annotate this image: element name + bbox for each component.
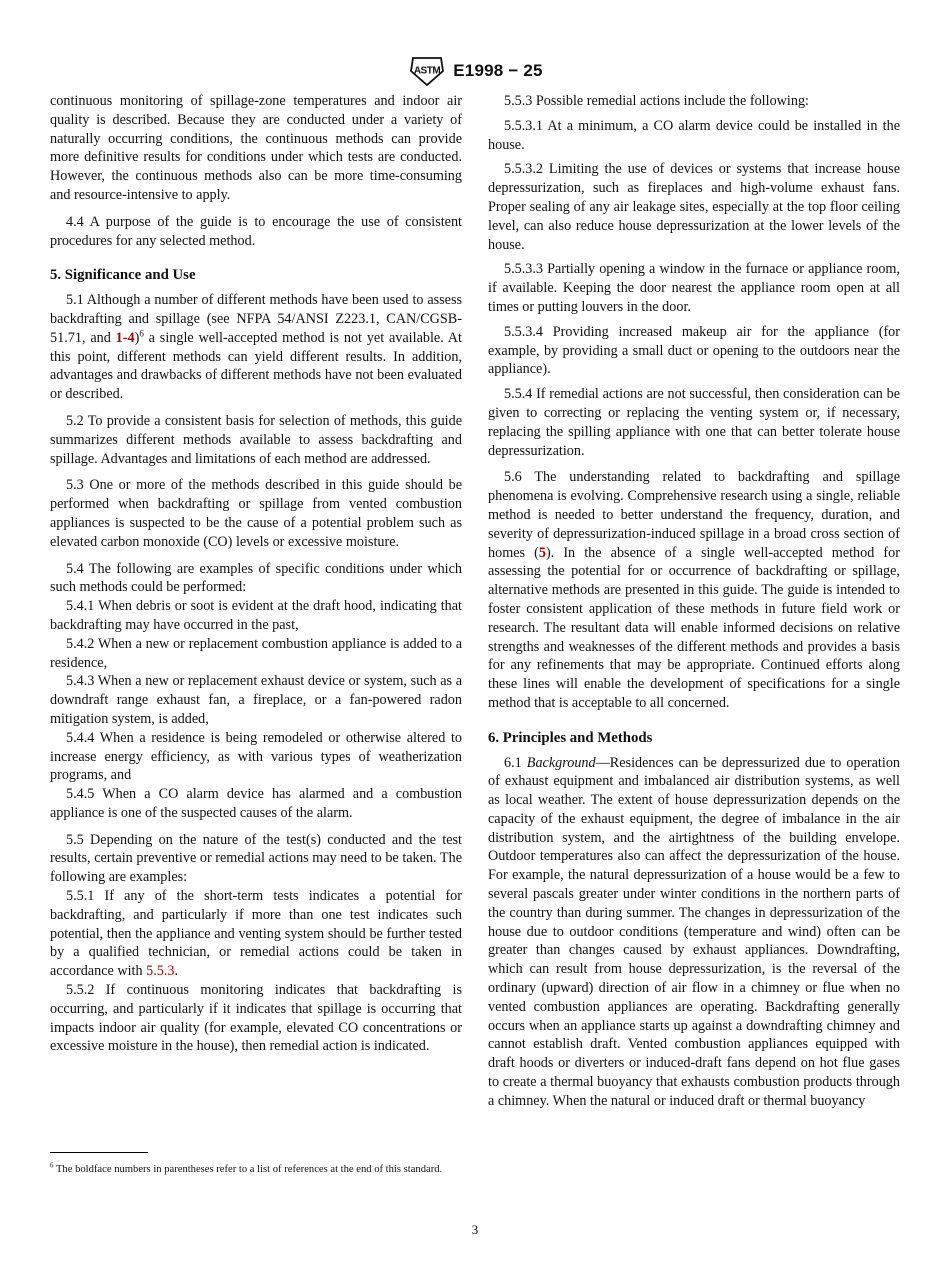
footnote-divider bbox=[50, 1152, 148, 1153]
paragraph-5-5-1-text-b: . bbox=[174, 963, 179, 980]
page-header bbox=[0, 54, 950, 88]
document-designation: E1998 − 25 bbox=[453, 61, 543, 80]
paragraph-5-1-text-b: a single well-accepted method is not yet available. At this point, different methods can yield different results. In addition, advantages and drawbacks of different methods have not been evaluated or described. bbox=[50, 329, 462, 403]
section-6-heading: 6. Principles and Methods bbox=[488, 729, 653, 746]
footnote-marker-6[interactable]: 6 bbox=[139, 328, 144, 339]
paragraph-5-6-text-b: ). In the absence of a single well-accepted method for assessing the potential for or occurrence of backdrafting or spillage, alternative methods are presented in this guide. The guide is intended to foster consistent application of these methods in future field work or research. The resultant data will enable informed decisions on relative strengths and weaknesses of the different methods and provides a basis for any refinements that may be appropriate. Continued efforts along these lines will enable the development of specifications for a single method that is acceptable to all concerned. bbox=[488, 544, 900, 711]
paragraph-6-1-text: —Residences can be depressurized due to operation of exhaust equipment and imbalanced air distribution systems, as well as local weather. The extent of house depressurization depends on the capacity of the exhaust equipment, the degree of imbalance in the air distribution system, and the airtightness of the building envelope. Outdoor temperatures also can affect the depressurization of the house. For example, the natural depressurization of a house would be a few to several pascals greater under winter conditions in the northern parts of the country than during summer. The changes in depressurization of the house due to outdoor conditions (temperature and wind) often can be greater than changes caused by exhaust appliances. Downdrafting, which can result from house depressurization, is the reversal of the ordinary (upward) direction of air flow in a chimney or flue when no vented combustion appliances are operating. Backdrafting generally occurs when an appliance starts up against a downdrafting chimney and cannot establish draft. Vented combustion appliances equipped with draft hoods or diverters or induced-draft fans depend on hot flue gases to create a thermal buoyancy that exhausts combustion products through a chimney. When the natural or induced draft or thermal buoyancy bbox=[488, 754, 901, 1109]
footnote-6 bbox=[50, 1163, 462, 1177]
paragraph-5-5-4: 5.5.4 If remedial actions are not successful, then consideration can be given to correcting or replacing the venting system or, if necessary, replacing the spilling appliance with one that can better tolerate house depressurization. bbox=[488, 386, 900, 459]
paragraph-5-5-2: 5.5.2 If continuous monitoring indicates that backdrafting is occurring, and particularly if it indicates that spillage is occurring that impacts indoor air quality (for example, elevated CO concentrations or excessive moisture in the house), then remedial action is indicated. bbox=[50, 982, 462, 1055]
paragraph-5-4-4: 5.4.4 When a residence is being remodeled or otherwise altered to increase energy efficiency, as with various types of weatherization programs, and bbox=[50, 729, 462, 784]
footnote-6-marker: 6 bbox=[50, 1161, 54, 1170]
svg-text:ASTM: ASTM bbox=[414, 65, 441, 77]
section-5-heading: 5. Significance and Use bbox=[50, 267, 196, 284]
paragraph-6-1-title: Background bbox=[526, 754, 596, 771]
page-number: 3 bbox=[471, 1222, 479, 1237]
paragraph-5-5-3-4: 5.5.3.4 Providing increased makeup air for the appliance (for example, by providing a small duct or opening to the outdoors near the appliance). bbox=[488, 323, 900, 378]
paragraph-5-5-3-1: 5.5.3.1 At a minimum, a CO alarm device could be installed in the house. bbox=[488, 117, 900, 153]
paragraph-5-1 bbox=[50, 291, 462, 404]
paragraph-5-4-1: 5.4.1 When debris or soot is evident at the draft hood, indicating that backdrafting may have occurred in the past, bbox=[50, 598, 462, 633]
paragraph-5-5-3: 5.5.3 Possible remedial actions include the following: bbox=[504, 93, 809, 109]
paragraph-5-5-3-3: 5.5.3.3 Partially opening a window in the furnace or appliance room, if available. Keeping the door nearest the appliance room open at all times or putting louvers in the door. bbox=[488, 261, 900, 315]
paragraph-5-4-5: 5.4.5 When a CO alarm device has alarmed and a combustion appliance is one of the suspected causes of the alarm. bbox=[50, 786, 462, 821]
paragraph-5-1-close: ) bbox=[134, 329, 140, 346]
paragraph-6-1-number: 6.1 bbox=[504, 754, 527, 771]
reference-link-1-4[interactable]: 1-4 bbox=[115, 329, 135, 346]
right-column bbox=[488, 92, 900, 1111]
paragraph-6-1 bbox=[488, 754, 900, 1111]
paragraph-5-5-1 bbox=[50, 887, 462, 981]
paragraph-5-5-1-text-a: 5.5.1 If any of the short-term tests indicates a potential for backdrafting, and particularly if more than one test indicates such potential, then the appliance and venting system should be further tested by a qualified technician, or remedial actions could be taken in accordance with bbox=[50, 888, 462, 980]
paragraph-5-4: 5.4 The following are examples of specific conditions under which such methods could be performed: bbox=[50, 560, 462, 596]
paragraph-4-4: 4.4 A purpose of the guide is to encourage the use of consistent procedures for any selected method. bbox=[50, 213, 462, 249]
paragraph-5-5: 5.5 Depending on the nature of the test(s) conducted and the test results, certain preventive or remedial actions may need to be taken. The following are examples: bbox=[50, 831, 462, 886]
paragraph-5-3: 5.3 One or more of the methods described in this guide should be performed when backdrafting or spillage from vented combustion appliances is suspected to be the cause of a potential problem such as elevated carbon monoxide (CO) levels or excessive moisture. bbox=[50, 477, 462, 550]
paragraph-5-5-3-2: 5.5.3.2 Limiting the use of devices or systems that increase house depressurization, such as fireplaces and high-volume exhaust fans. Proper sealing of any air leakage sites, especially at the top floor ceiling level, can also reduce house depressurization at the lower levels of the house. bbox=[488, 161, 900, 253]
reference-link-5[interactable]: 5 bbox=[538, 544, 546, 561]
paragraph-5-6 bbox=[488, 468, 900, 712]
footnote-6-text: The boldface numbers in parentheses refer to a list of references at the end of this standard. bbox=[53, 1164, 443, 1175]
section-link-5-5-3[interactable]: 5.5.3 bbox=[146, 963, 175, 980]
paragraph-continued: continuous monitoring of spillage-zone temperatures and indoor air quality is described. Because they are conducted under a variety of naturally occurring conditions, the continuous methods can provide more definitive results for conditions under which tests are conducted. However, the continuous methods also can be more time-consuming and resource-intensive to apply. bbox=[50, 93, 462, 203]
paragraph-5-2: 5.2 To provide a consistent basis for selection of methods, this guide summarizes different methods available to assess backdrafting and spillage. Advantages and limitations of each method are addressed. bbox=[50, 412, 462, 467]
paragraph-5-6-text-a: 5.6 The understanding related to backdrafting and spillage phenomena is evolving. Comprehensive research using a single, reliable method is needed to better understand the frequency, duration, and severity of depressurization-induced spillage in a broad cross section of homes ( bbox=[488, 469, 900, 561]
paragraph-5-1-text-a: 5.1 Although a number of different methods have been used to assess backdrafting and spillage (see NFPA 54/ANSI Z223.1, CAN/CGSB-51.71, and bbox=[50, 292, 462, 346]
paragraph-5-4-2: 5.4.2 When a new or replacement combustion appliance is added to a residence, bbox=[50, 635, 462, 671]
left-column bbox=[50, 92, 462, 1056]
paragraph-5-4-3: 5.4.3 When a new or replacement exhaust device or system, such as a downdraft range exhaust fan, a fireplace, or a fan-powered radon mitigation system, is added, bbox=[50, 673, 462, 727]
astm-logo-icon bbox=[407, 54, 447, 88]
